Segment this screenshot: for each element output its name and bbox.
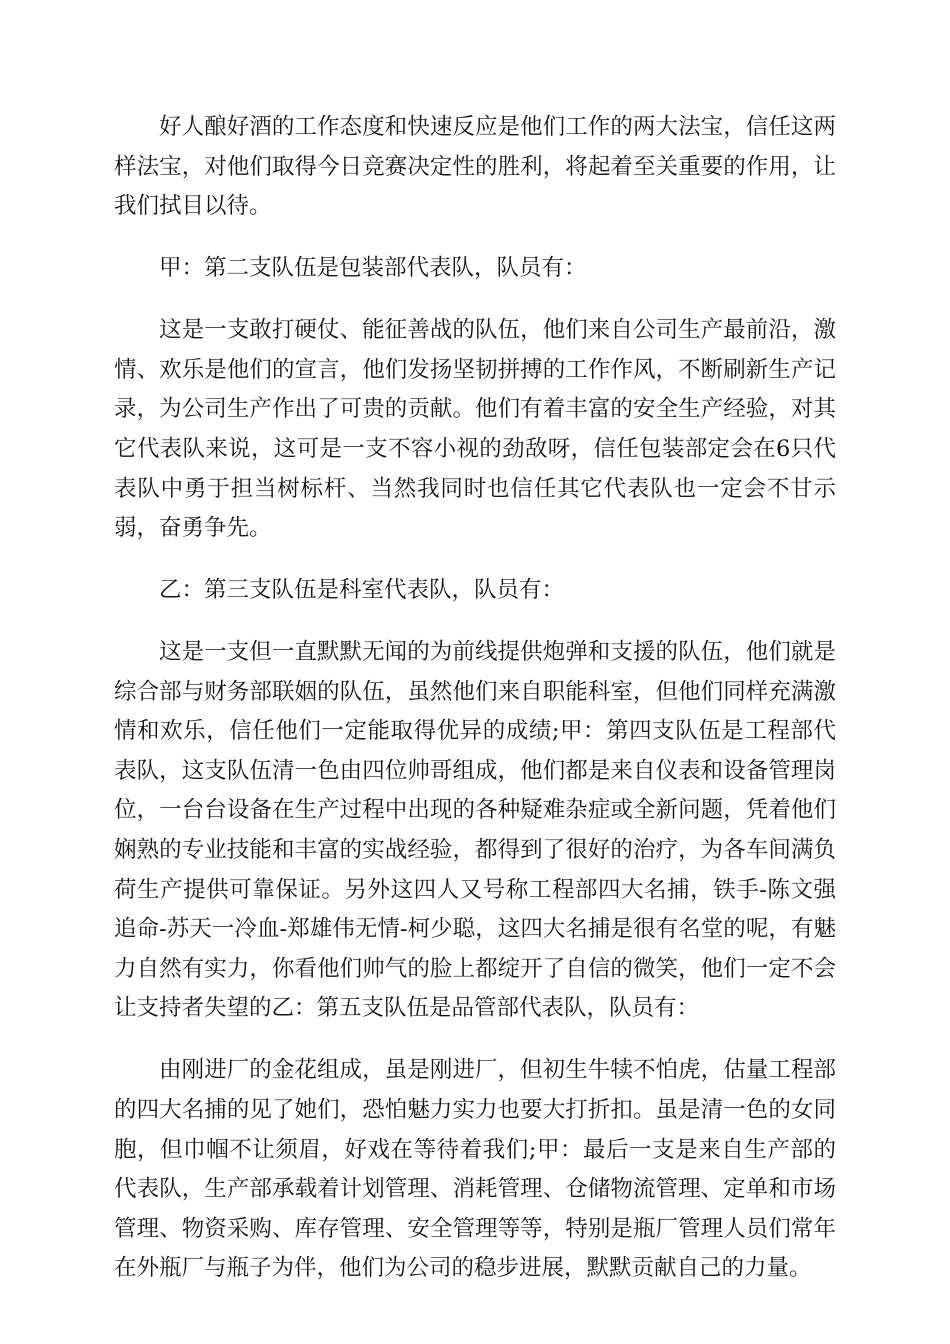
paragraph-3: 这是一支敢打硬仗、能征善战的队伍，他们来自公司生产最前沿，激情、欢乐是他们的宣言，他们发扬坚韧拼搏的工作作风，不断刷新生产记录，为公司生产作出了可贵的贡献。他们有着丰富的安全生产经验，对其它代表队来说，这可是一支不容小视的劲敌呀，信任包装部定会在6只代表队中勇于担当树标杆、当然我同时也信任其它代表队也一定会不甘示弱，奋勇争先。 bbox=[114, 317, 836, 542]
paragraph-2: 甲：第二支队伍是包装部代表队，队员有： bbox=[159, 255, 587, 282]
document-body bbox=[114, 108, 836, 1289]
paragraph-4: 乙：第三支队伍是科室代表队，队员有： bbox=[159, 577, 565, 604]
paragraph-5: 这是一支但一直默默无闻的为前线提供炮弹和支援的队伍，他们就是综合部与财务部联姻的队伍，虽然他们来自职能科室，但他们同样充满激情和欢乐，信任他们一定能取得优异的成绩;甲：第四支队伍是工程部代表队，这支队伍清一色由四位帅哥组成，他们都是来自仪表和设备管理岗位，一台台设备在生产过程中出现的各种疑难杂症或全新问题，凭着他们娴熟的专业技能和丰富的实战经验，都得到了很好的治疗，为各车间满负荷生产提供可靠保证。另外这四人又号称工程部四大名捕，铁手-陈文强追命-苏天一冷血-郑雄伟无情-柯少聪，这四大名捕是很有名堂的呢，有魅力自然有实力，你看他们帅气的脸上都绽开了自信的微笑，他们一定不会让支持者失望的乙：第五支队伍是品管部代表队，队员有： bbox=[114, 639, 836, 1022]
paragraph-1: 好人酿好酒的工作态度和快速反应是他们工作的两大法宝，信任这两样法宝，对他们取得今日竞赛决定性的胜利，将起着至关重要的作用，让我们拭目以待。 bbox=[114, 114, 836, 220]
paragraph-6: 由刚进厂的金花组成，虽是刚进厂，但初生牛犊不怕虎，估量工程部的四大名捕的见了她们，恐怕魅力实力也要大打折扣。虽是清一色的女同胞，但巾帼不让须眉，好戏在等待着我们;甲：最后一支是来自生产部的代表队，生产部承载着计划管理、消耗管理、仓储物流管理、定单和市场管理、物资采购、库存管理、安全管理等等，特别是瓶厂管理人员们常年在外瓶厂与瓶子为伴，他们为公司的稳步进展，默默贡献自己的力量。 bbox=[114, 1057, 836, 1282]
